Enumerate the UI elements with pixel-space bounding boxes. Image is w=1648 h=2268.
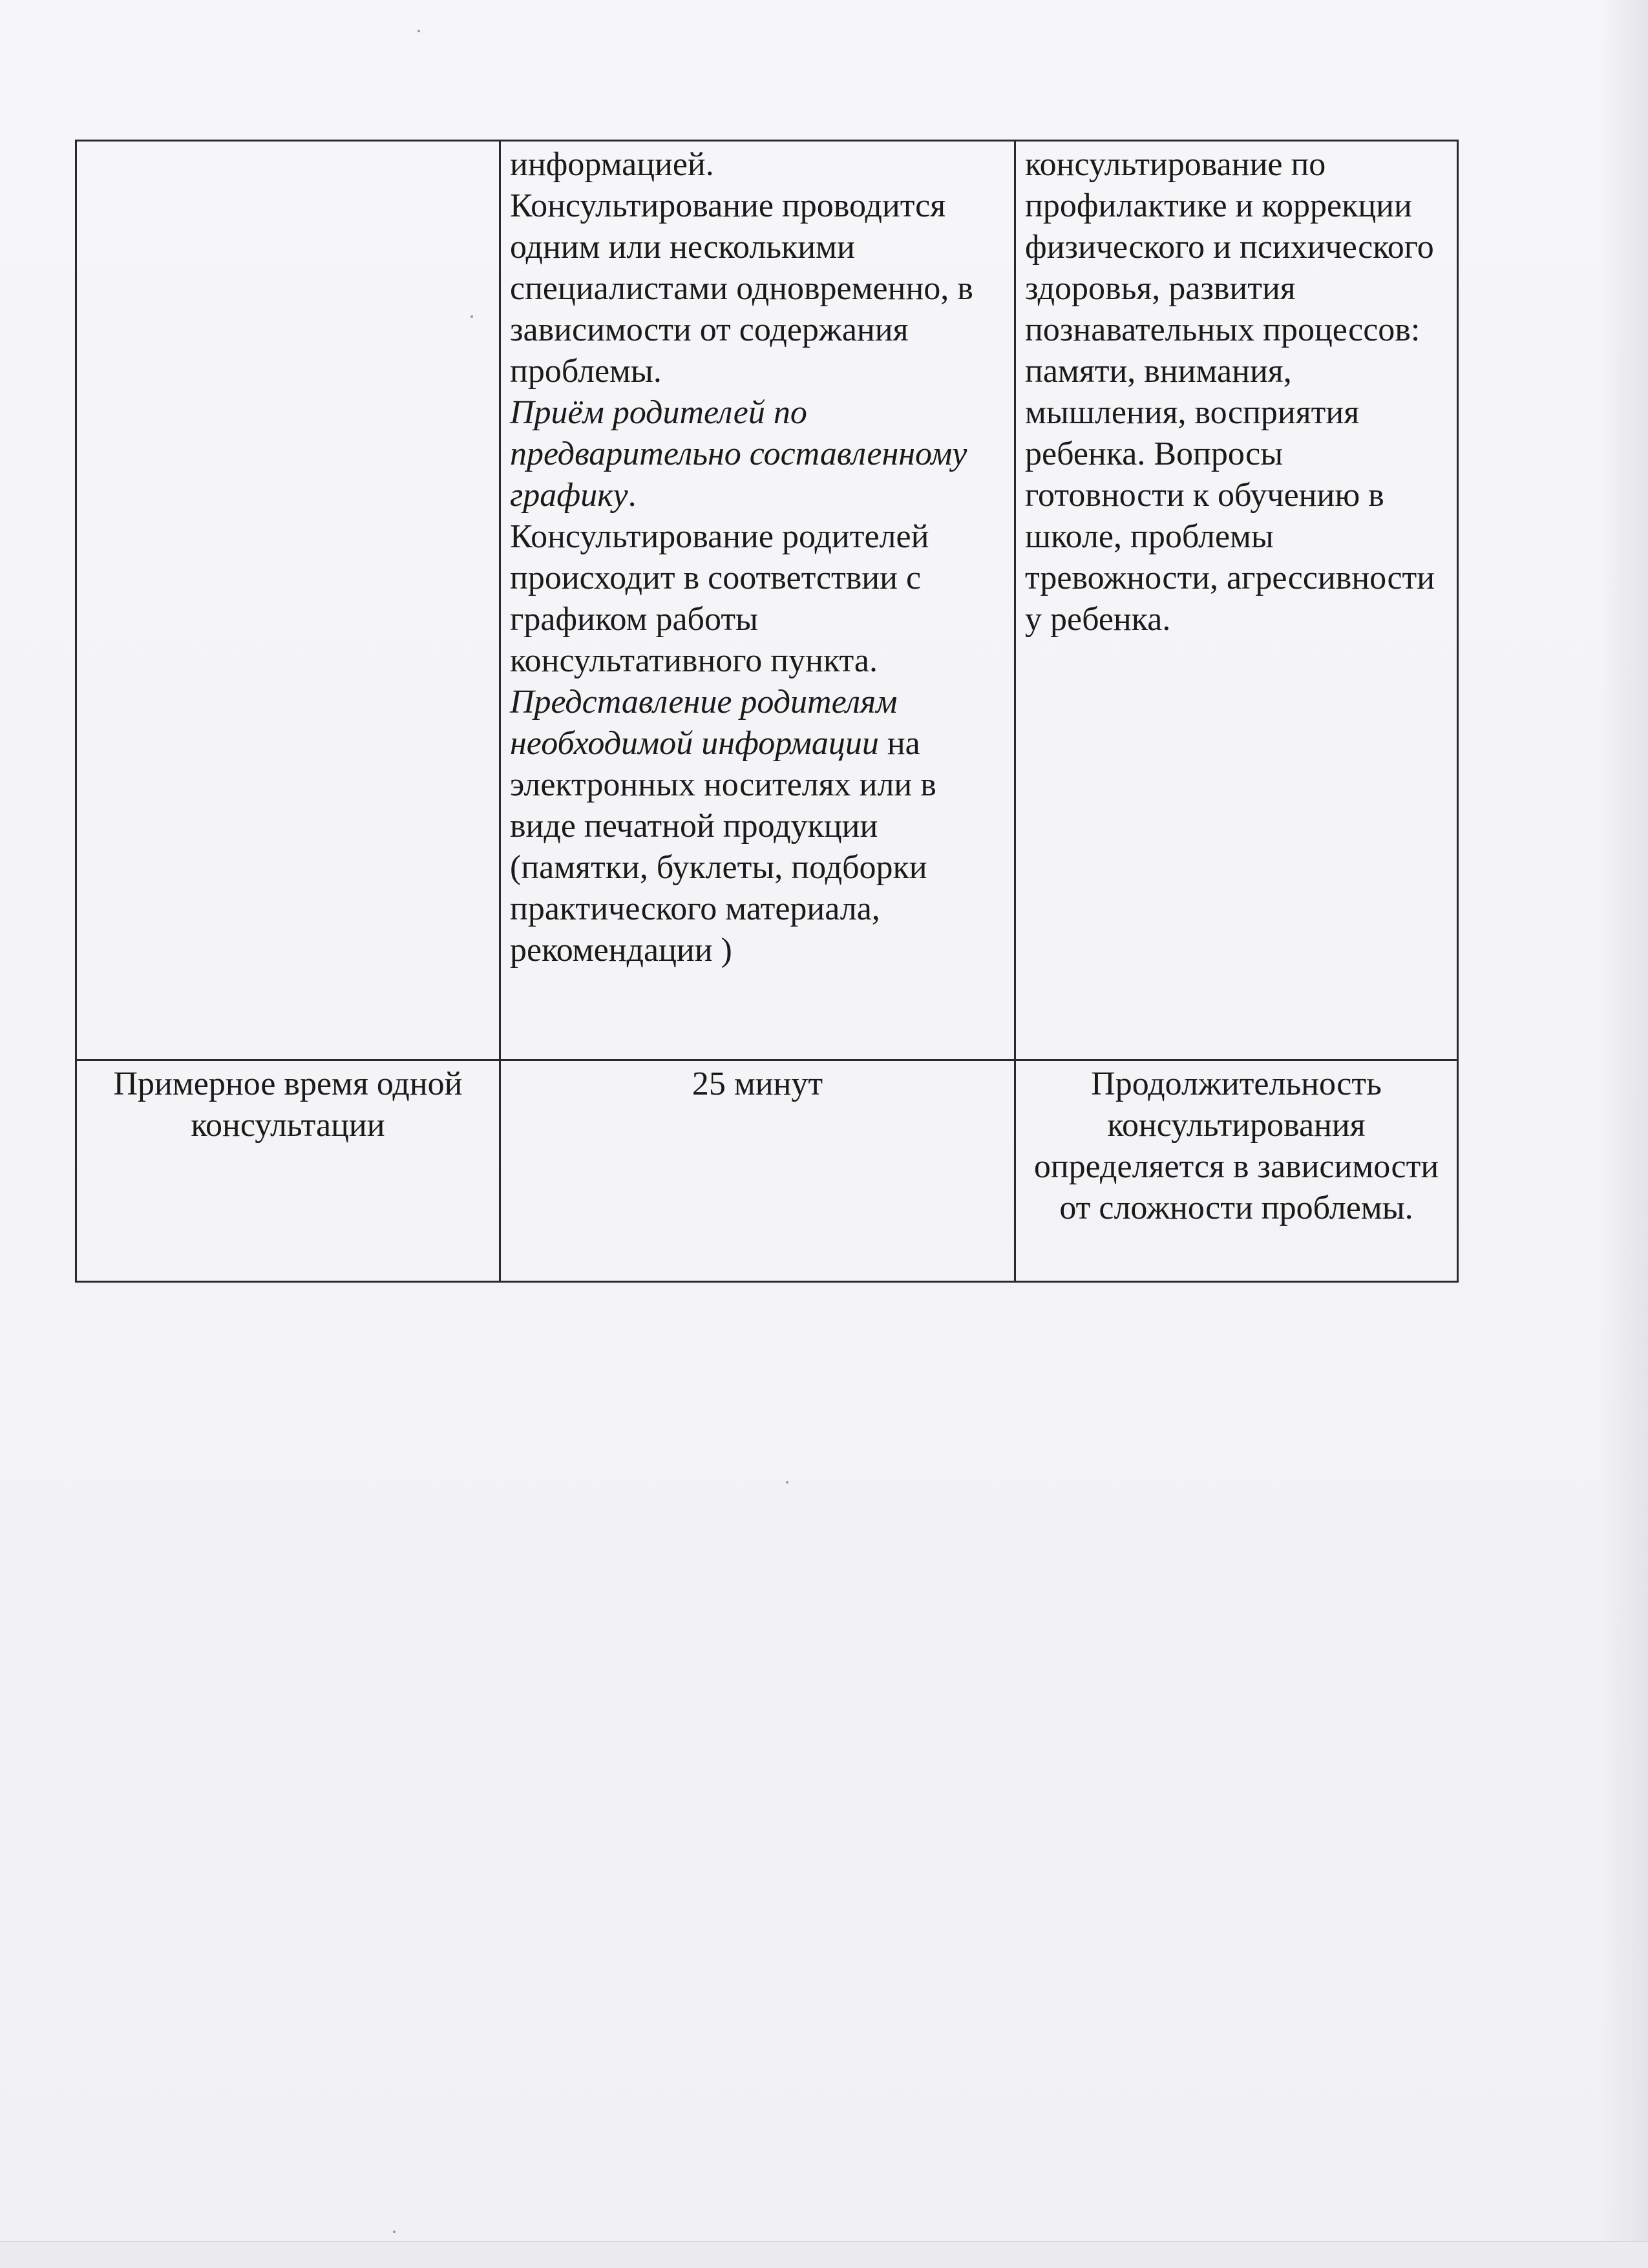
row1-col2-text-4: на электронных носителях или в виде печатной продукции (памятки, буклеты, подборки практического материала, рекомендации ) [510,725,936,969]
row1-col2-text-3: Консультирование родителей происходит в соответствии с графиком работы консультативного пункта. [510,518,929,679]
scan-speck [786,1481,788,1484]
table-row [76,141,1458,1060]
page-shadow-right [1600,0,1648,2268]
row1-col2-italic-schedule: Приём родителей по предварительно составленному графику [510,394,967,514]
row2-col1-cell: Примерное время одной консультации [76,1060,500,1282]
row1-col2-italic-info: Представление родителям необходимой информации [510,684,898,762]
row2-col2-cell: 25 минут [500,1060,1015,1282]
row1-col2-text-2: Консультирование проводится одним или несколькими специалистами одновременно, в зависимости от содержания проблемы. [510,187,973,390]
page-shadow-bottom [0,2241,1648,2268]
scan-speck [393,2231,396,2233]
row1-col3-cell: консультирование по профилактике и коррекции физического и психического здоровья, развития познавательных процессов: памяти, внимания, мышления, восприятия ребенка. Вопросы готовности к обучению в школе, проблемы тревожности, агрессивности у ребенка. [1015,141,1458,1060]
consultation-table [75,140,1459,1283]
table-row [76,1060,1458,1282]
row1-col2-text-1: информацией. [510,146,714,183]
row1-col2-cell [500,141,1015,1060]
row1-col1-cell [76,141,500,1060]
row2-col3-cell: Продолжительность консультирования определяется в зависимости от сложности проблемы. [1015,1060,1458,1282]
scan-speck [417,30,420,32]
row1-col2-period: . [628,477,637,514]
